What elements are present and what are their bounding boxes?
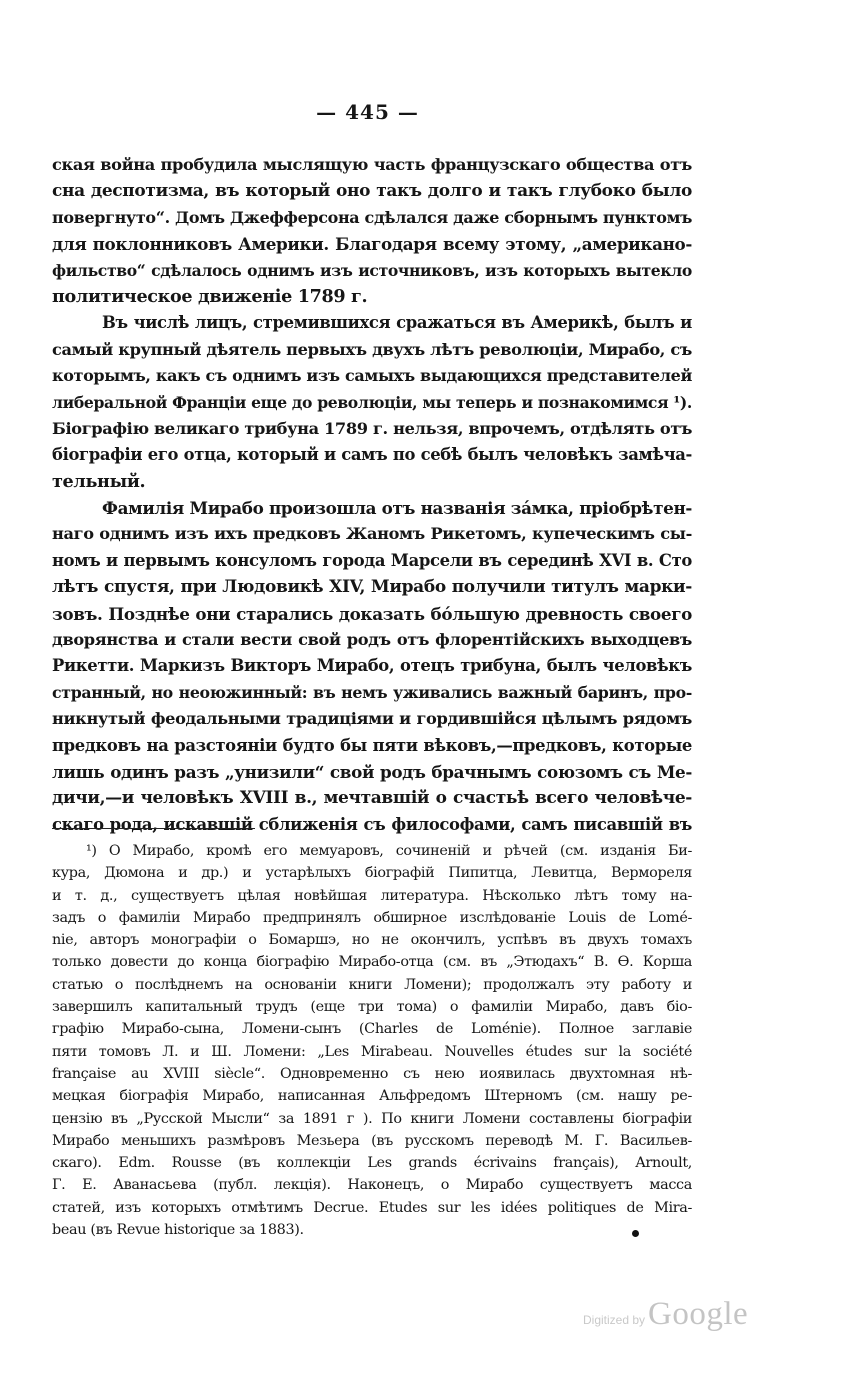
watermark-caption: Digitized by bbox=[583, 1313, 646, 1327]
text-line: наго однимъ изъ ихъ предковъ Жаномъ Рикетомъ, купеческимъ сы- bbox=[52, 524, 692, 544]
text-line: дворянства и стали вести свой родъ отъ флорентійскихъ выходцевъ bbox=[52, 630, 692, 650]
text-line: самый крупный дѣятель первыхъ двухъ лѣтъ революціи, Мирабо, съ bbox=[52, 339, 692, 359]
ink-spot bbox=[632, 1230, 639, 1237]
text-line: зовъ. Позднѣе они старались доказать бóльшую древность своего bbox=[52, 603, 692, 624]
footnote-block bbox=[52, 840, 692, 1241]
footnote-line: beau (въ Revue historique за 1883). bbox=[52, 1222, 304, 1239]
text-line: странный, но неоюжинный: въ немъ уживались важный баринъ, про- bbox=[52, 682, 692, 702]
footnote-line: статью о послѣднемъ на основаніи книги Ломени); продолжалъ эту работу и bbox=[52, 976, 692, 993]
footnote-divider bbox=[52, 828, 255, 829]
text-line: дичи,—и человѣкъ XVIII в., мечтавшій о счастьѣ всего человѣче- bbox=[52, 788, 692, 809]
text-line: предковъ на разстояніи будто бы пяти вѣковъ,—предковъ, которые bbox=[52, 735, 692, 755]
footnote-line: и т. д., существуетъ цѣлая новѣйшая литература. Нѣсколько лѣтъ тому на- bbox=[52, 887, 692, 904]
text-line: тельный. bbox=[52, 470, 146, 492]
footnote-line: цензію въ „Русской Мысли“ за 1891 г ). По книги Ломени составлены біографіи bbox=[52, 1110, 692, 1127]
footnote-line: пяти томовъ Л. и Ш. Ломени: „Les Mirabeau. Nouvelles études sur la société bbox=[52, 1043, 692, 1060]
text-line: Біографію великаго трибуна 1789 г. нельзя, впрочемъ, отдѣлять отъ bbox=[52, 418, 692, 438]
footnote-line: задъ о фамиліи Мирабо предпринялъ обширное изслѣдованіе Louis de Lomé- bbox=[52, 909, 692, 926]
text-line: повергнуто“. Домъ Джефферсона сдѣлался даже сборнымъ пунктомъ bbox=[52, 207, 692, 227]
text-line: ская война пробудила мыслящую часть французскаго общества отъ bbox=[52, 155, 692, 174]
footnote-line: только довести до конца біографію Мирабо-отца (см. въ „Этюдахъ“ В. Ө. Корша bbox=[52, 954, 692, 971]
text-line: фильство“ сдѣлалось однимъ изъ источниковъ, изъ которыхъ вытекло bbox=[52, 260, 692, 280]
text-line: Рикетти. Маркизъ Викторъ Мирабо, отецъ трибуна, былъ человѣкъ bbox=[52, 656, 692, 676]
google-logo: Google bbox=[648, 1296, 749, 1332]
footnote-line: графію Мирабо-сына, Ломени-сынъ (Charles de Loménie). Полное заглавіе bbox=[52, 1021, 692, 1038]
text-line: либеральной Франціи еще до революціи, мы теперь и познакомимся ¹). bbox=[52, 392, 692, 412]
text-line: біографіи его отца, который и самъ по себѣ былъ человѣкъ замѣча- bbox=[52, 445, 692, 465]
footnote-line: Г. Е. Аванасьева (публ. лекція). Наконецъ, о Мирабо существуетъ масса bbox=[52, 1177, 692, 1194]
main-text bbox=[52, 152, 692, 838]
page-number: — 445 — bbox=[316, 100, 419, 124]
footnote-line: Мирабо меньшихъ размѣровъ Мезьера (въ русскомъ переводѣ М. Г. Васильев- bbox=[52, 1132, 692, 1149]
text-line: скаго рода, искавшій сближенія съ философами, самъ писавшій въ bbox=[52, 814, 692, 834]
text-line: для поклонниковъ Америки. Благодаря всему этому, „американо- bbox=[52, 234, 692, 255]
text-line: никнутый феодальными традиціями и гордившійся цѣлымъ рядомъ bbox=[52, 709, 692, 729]
digitized-watermark bbox=[583, 1296, 748, 1336]
text-line: которымъ, какъ съ однимъ изъ самыхъ выдающихся представителей bbox=[52, 366, 692, 386]
text-line: сна деспотизма, въ который оно такъ долго и такъ глубоко было bbox=[52, 181, 692, 202]
footnote-line: статей, изъ которыхъ отмѣтимъ Decrue. Etudes sur les idées politiques de Mira- bbox=[52, 1199, 692, 1216]
footnote-line: ¹) О Мирабо, кромѣ его мемуаровъ, сочиненій и рѣчей (см. изданія Би- bbox=[86, 843, 692, 859]
text-line: Фамилія Мирабо произошла отъ названія зáмка, пріобрѣтен- bbox=[102, 498, 692, 519]
footnote-line: française au XVIII siècle“. Одновременно съ нею иоявилась двухтомная нѣ- bbox=[52, 1065, 692, 1082]
text-line: лишь одинъ разъ „унизили“ свой родъ брачнымъ союзомъ съ Ме- bbox=[52, 761, 692, 782]
footnote-line: мецкая біографія Мирабо, написанная Альфредомъ Штерномъ (см. нашу ре- bbox=[52, 1088, 692, 1105]
footnote-line: nie, авторъ монографіи о Бомаршэ, но не окончилъ, успѣвъ въ двухъ томахъ bbox=[52, 932, 692, 949]
text-line: лѣтъ спустя, при Людовикѣ XIV, Мирабо получили титулъ марки- bbox=[52, 577, 692, 598]
footnote-line: кура, Дюмона и др.) и устарѣлыхъ біографій Пипитца, Левитца, Вермореля bbox=[52, 865, 692, 882]
text-line: политическое движеніе 1789 г. bbox=[52, 285, 368, 307]
text-line: Въ числѣ лицъ, стремившихся сражаться въ Америкѣ, былъ и bbox=[102, 313, 692, 333]
footnote-line: скаго). Edm. Rousse (въ коллекціи Les grands écrivains français), Arnoult, bbox=[52, 1155, 692, 1172]
text-line: номъ и первымъ консуломъ города Марсели въ серединѣ XVI в. Сто bbox=[52, 550, 692, 570]
footnote-line: завершилъ капитальный трудъ (еще три тома) о фамиліи Мирабо, давъ біо- bbox=[52, 999, 692, 1016]
